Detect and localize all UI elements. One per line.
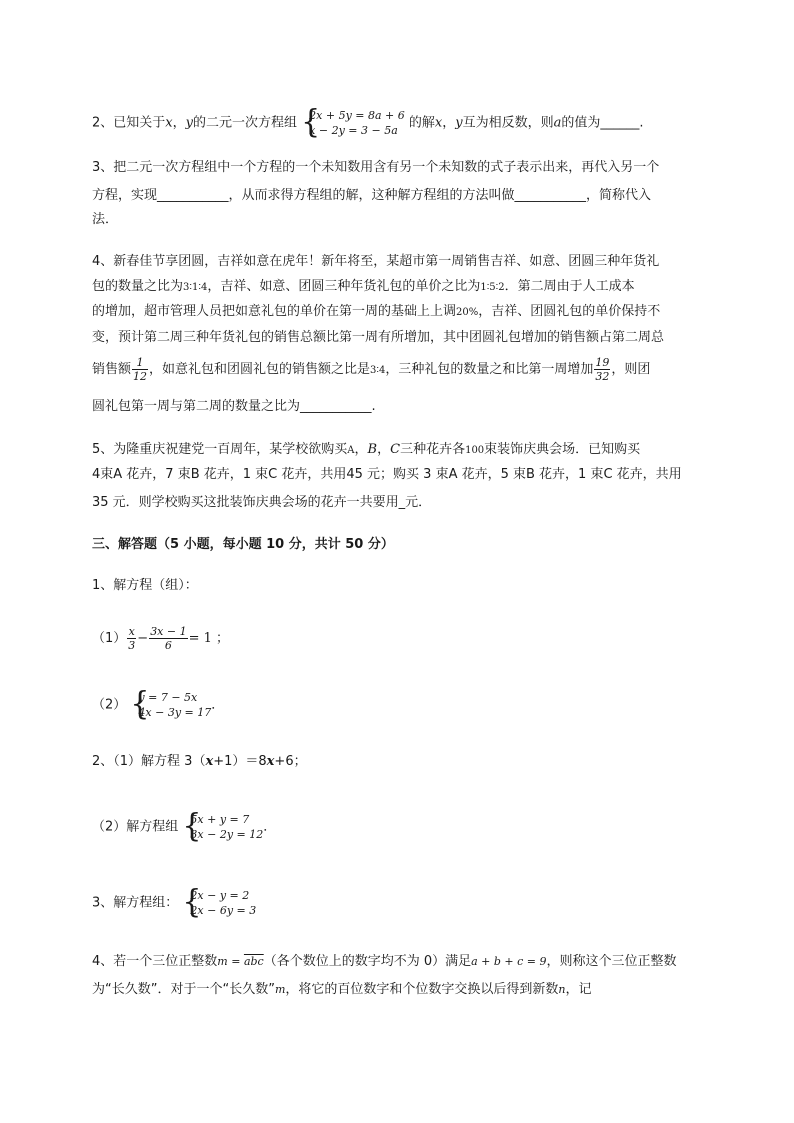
equation-2: 2x − 6y = 3 [190,904,257,917]
solve-question-3 [92,884,257,921]
denominator: 32 [595,370,610,383]
q-text: 4、若一个三位正整数 [92,954,218,969]
q5-text: 束装饰庆典会场．已知购买 [484,442,641,457]
equation-1: 5x + y = 7 [190,813,250,826]
denominator: 6 [164,639,172,652]
q4-text: ，则团 [611,362,651,377]
numerator: x [128,625,135,638]
fill-question-3-line-2: 方程，实现___________，从而求得方程组的解，这种解方程组的方法叫做___________，简称代入 [92,188,652,203]
q-text: （各个数位上的数字均不为 0）满足 [263,954,472,969]
q4-text: ，吉祥、团圆礼包的单价保持不 [478,304,661,319]
solve-question-4-line-2 [92,980,592,1000]
denominator: 3 [128,639,136,652]
fill-question-3-line-1: 3、把二元一次方程组中一个方程的一个未知数用含有另一个未知数的式子表示出来，再代入另一个 [92,160,660,175]
ratio-quantity: 3∶1∶4 [183,282,208,293]
fill-question-3-line-3: 法． [92,212,119,227]
equals-one: = 1 ； [188,631,230,646]
solve-question-1-title: 1、解方程（组）： [92,578,198,593]
numerator: 1 [132,356,148,370]
fraction-19-32 [594,356,610,383]
solve-question-4-line-1 [92,952,677,972]
q2-text: 的解 [408,115,435,131]
equation-system [301,104,405,141]
q2-text: 的二元一次方程组 [193,115,298,131]
section-3-title: 三、解答题（5 小题，每小题 10 分，共计 50 分） [92,537,394,552]
q5-text: 三种花卉各 [400,442,466,457]
period: ． [211,697,225,713]
q5-sep: ， [377,442,391,457]
var-y: y [185,115,193,131]
flower-c: C [390,442,401,457]
var-n: n [558,983,566,996]
equation-1: y = 7 − 5x [138,691,198,704]
equals-sign: = [227,955,244,968]
solve-question-2-part-2 [92,808,277,845]
flower-b: B [367,442,378,457]
q-text: ，将它的百位数字和个位数字交换以后得到新数 [285,982,559,997]
fill-question-2 [92,104,644,141]
minus-sign: − [137,631,149,646]
q4-text: ，如意礼包和团圆礼包的销售额之比是 [149,362,371,377]
q2-comma: ， [442,115,456,131]
q2-text: 2、已知关于 [92,115,166,131]
q4-text: 销售额 [92,362,132,377]
q-text: 3、解方程组： [92,895,179,911]
equation-system [182,884,257,921]
numerator: 19 [595,356,610,369]
var-x: x [266,754,275,769]
var-x: x [165,115,173,131]
ratio-sales: 3∶4 [370,365,386,376]
equation-2: x − 2y = 3 − 5a [309,124,398,137]
fill-question-4-line-3 [92,302,660,323]
period: ． [263,819,277,835]
condition-sum: a + b + c = 9 [471,955,547,968]
left-brace: { [182,884,202,921]
part-label: （1） [92,631,127,646]
fraction-1-12 [132,356,148,383]
var-x: x [205,754,214,769]
var-y: y [455,115,463,131]
q-text: ，记 [565,982,592,997]
fill-question-4-line-6: 圆礼包第一周与第二周的数量之比为___________. [92,399,376,414]
q2-comma: ， [172,115,186,131]
var-a: a [553,115,562,131]
left-brace: { [130,686,150,723]
q-text: 为“长久数”．对于一个“长久数” [92,982,275,997]
numerator: 3x − 1 [150,625,187,638]
equation-2: 4x − 3y = 17 [138,706,212,719]
solve-question-1-part-2 [92,686,225,723]
fill-question-5-line-1 [92,440,640,461]
denominator: 12 [133,370,148,383]
q-text: ，则称这个三位正整数 [546,954,677,969]
fill-question-4-line-2 [92,277,635,298]
fill-question-4-line-4: 变，预计第二周三种年货礼包的销售总额比第一周有所增加，其中团圆礼包增加的销售额占第二周总 [92,330,665,345]
q2-text: 的值为______. [561,115,644,131]
fill-question-5-line-2: 4束A 花卉，7 束B 花卉，1 束C 花卉，共用45 元；购买 3 束A 花卉，5 束B 花卉，1 束C 花卉，共用 [92,467,682,482]
q2-text: 互为相反数，则 [462,115,554,131]
var-abc: $\overline{abc}$ [243,955,264,968]
var-x: x [434,115,443,131]
q5-text: 5、为隆重庆祝建党一百周年，某学校欲购买 [92,442,348,457]
q4-text: ，吉祥、如意、团圆三种年货礼包的单价之比为 [207,279,481,294]
left-brace: { [182,808,202,845]
q-text: 2、（1）解方程 3（ [92,754,206,769]
q4-text: 包的数量之比为 [92,279,184,294]
fill-question-4-line-5 [92,356,650,383]
part-label: （2）解方程组 [92,819,179,835]
var-m: m [274,983,286,996]
number-100: 100 [465,445,485,456]
solve-question-1-part-1 [92,625,229,652]
fill-question-5-line-3: 35 元．则学校购买这批装饰庆典会场的花卉一共要用_元． [92,495,432,510]
q4-text: ，三种礼包的数量之和比第一周增加 [385,362,594,377]
equation-system [182,808,264,845]
flower-a: A [347,445,355,456]
q4-text: ．第二周由于人工成本 [504,279,635,294]
solve-question-2-part-1 [92,752,307,772]
equation-1: 2x − y = 2 [190,889,250,902]
fill-question-4-line-1: 4、新春佳节享团圆，吉祥如意在虎年！新年将至，某超市第一周销售吉祥、如意、团圆三种年货礼 [92,254,660,269]
percent-increase: 20% [456,307,479,318]
q5-sep: ， [354,442,368,457]
equation-system [130,686,212,723]
part-label: （2） [92,697,127,713]
q-text: +1）＝8 [213,754,267,769]
q4-text: 的增加，超市管理人员把如意礼包的单价在第一周的基础上上调 [92,304,457,319]
left-brace: { [301,104,321,141]
var-m: m [217,955,228,968]
fraction-x-3 [127,625,136,652]
equation-2: 3x − 2y = 12 [190,828,264,841]
fraction-3x-1-6 [149,625,187,652]
q-text: +6； [274,754,307,769]
equation-1: 2x + 5y = 8a + 6 [309,109,405,122]
ratio-price: 1∶5∶2 [480,282,505,293]
